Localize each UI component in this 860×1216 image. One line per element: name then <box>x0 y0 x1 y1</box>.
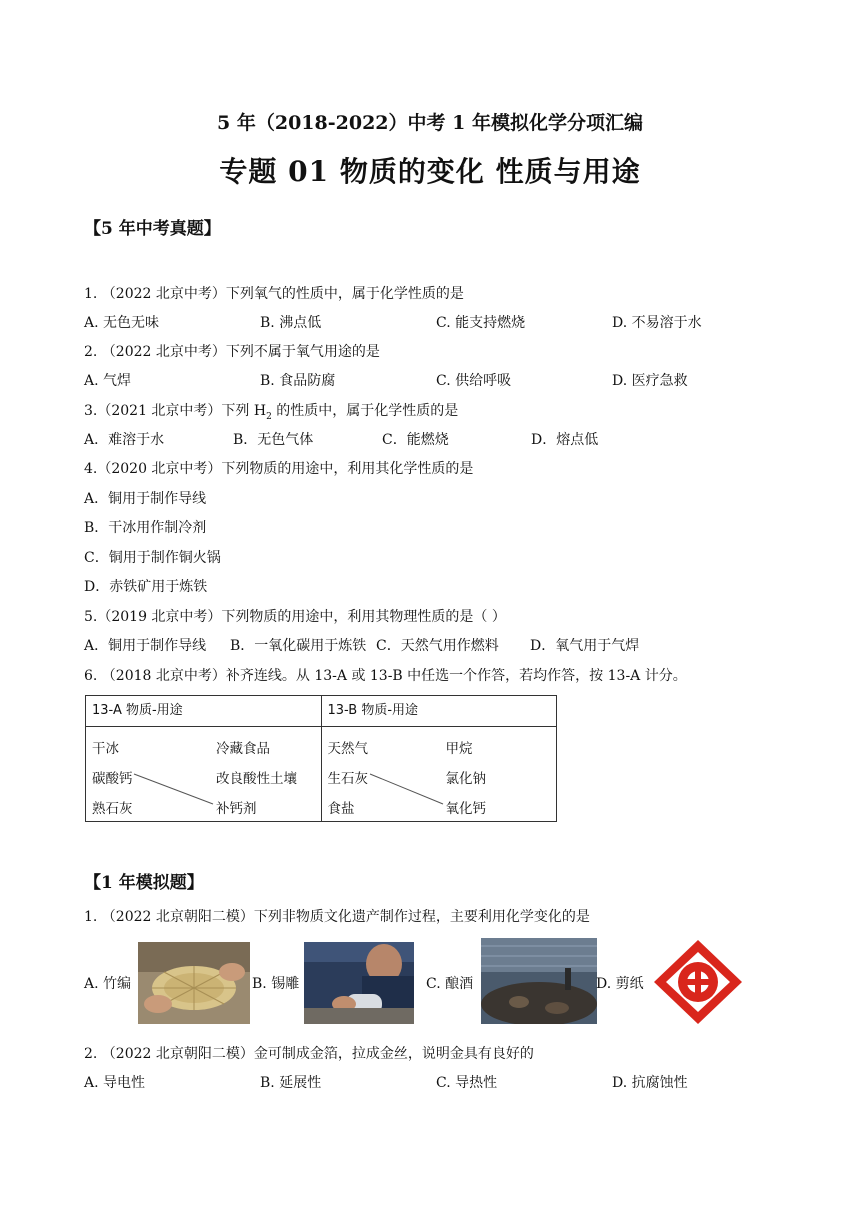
question-1-option-c: C. 能支持燃烧 <box>436 315 526 331</box>
mock-question-1-option-c: C. 酿酒 <box>426 976 474 992</box>
question-2-option-d: D. 医疗急救 <box>612 373 688 389</box>
table-b-left-item: 天然气 <box>327 741 368 757</box>
mock-question-1-option-a: A. 竹编 <box>84 976 132 992</box>
table-b-left-item: 生石灰 <box>327 771 368 787</box>
table-b-body <box>322 727 557 821</box>
question-4-option-a: A．铜用于制作导线 <box>84 491 207 507</box>
table-a-left-item: 碳酸钙 <box>92 771 133 787</box>
paper-cutting-photo <box>652 938 744 1026</box>
question-2-option-a: A. 气焊 <box>84 373 132 389</box>
mock-question-1-stem: 1. （2022 北京朝阳二模）下列非物质文化遗产制作过程，主要利用化学变化的是 <box>84 909 590 925</box>
table-b-left-item: 食盐 <box>327 801 355 817</box>
mock-question-2-stem: 2. （2022 北京朝阳二模）金可制成金箔，拉成金丝，说明金具有良好的 <box>84 1046 534 1062</box>
table-a-right-item: 改良酸性土壤 <box>216 771 297 787</box>
table-header-b: 13-B 物质-用途 <box>327 703 419 718</box>
table-a-right-item: 冷藏食品 <box>216 741 270 757</box>
question-6-stem: 6. （2018 北京中考）补齐连线。从 13-A 或 13-B 中任选一个作答，若均作答，按 13-A 计分。 <box>84 668 687 684</box>
collection-title: 5 年（2018-2022）中考 1 年模拟化学分项汇编 <box>217 112 643 134</box>
table-b-right-item: 氧化钙 <box>445 801 486 817</box>
wine-brewing-photo <box>481 938 597 1024</box>
question-3-option-c: C．能燃烧 <box>382 432 449 448</box>
question-3-option-d: D．熔点低 <box>531 432 599 448</box>
question-4-option-d: D．赤铁矿用于炼铁 <box>84 579 208 595</box>
mock-question-1-option-d: D. 剪纸 <box>596 976 644 992</box>
question-5-option-a: A．铜用于制作导线 <box>84 638 207 654</box>
question-4-stem: 4.（2020 北京中考）下列物质的用途中，利用其化学性质的是 <box>84 461 474 477</box>
question-5-option-d: D．氧气用于气焊 <box>530 638 640 654</box>
table-header-a: 13-A 物质-用途 <box>92 703 183 718</box>
question-5-option-b: B．一氧化碳用于炼铁 <box>230 638 367 654</box>
mock-question-2-option-d: D. 抗腐蚀性 <box>612 1075 688 1091</box>
table-a-right-item: 补钙剂 <box>216 801 257 817</box>
question-5-option-c: C．天然气用作燃料 <box>376 638 499 654</box>
table-b-right-item: 氯化钠 <box>445 771 486 787</box>
mock-question-2-option-a: A. 导电性 <box>84 1075 146 1091</box>
question-3-option-b: B．无色气体 <box>233 432 314 448</box>
tin-carving-photo <box>304 942 414 1024</box>
question-5-stem: 5.（2019 北京中考）下列物质的用途中，利用其物理性质的是（ ） <box>84 609 506 625</box>
section-heading-real-exams: 【5 年中考真题】 <box>84 219 221 239</box>
mock-question-2-option-c: C. 导热性 <box>436 1075 498 1091</box>
question-1-option-b: B. 沸点低 <box>260 315 322 331</box>
table-a-body <box>86 727 321 821</box>
table-a-left-item: 熟石灰 <box>92 801 133 817</box>
mock-question-1-option-b: B. 锡雕 <box>252 976 300 992</box>
question-1-option-a: A. 无色无味 <box>84 315 160 331</box>
question-4-option-b: B．干冰用作制冷剂 <box>84 520 207 536</box>
question-2-option-b: B. 食品防腐 <box>260 373 336 389</box>
question-3-stem: 3.（2021 北京中考）下列 $H_2$ 的性质中，属于化学性质的是 <box>84 403 459 422</box>
bamboo-weaving-photo <box>138 942 250 1024</box>
question-1-option-d: D. 不易溶于水 <box>612 315 702 331</box>
question-2-option-c: C. 供给呼吸 <box>436 373 512 389</box>
topic-title: 专题 01 物质的变化 性质与用途 <box>219 155 641 188</box>
mock-question-2-option-b: B. 延展性 <box>260 1075 322 1091</box>
question-4-option-c: C．铜用于制作铜火锅 <box>84 550 221 566</box>
table-a-left-item: 干冰 <box>92 741 119 757</box>
question-3-option-a: A．难溶于水 <box>84 432 165 448</box>
table-b-right-item: 甲烷 <box>445 741 473 757</box>
question-1-stem: 1. （2022 北京中考）下列氧气的性质中，属于化学性质的是 <box>84 286 464 302</box>
question-2-stem: 2. （2022 北京中考）下列不属于氧气用途的是 <box>84 344 380 360</box>
matching-table <box>85 695 557 822</box>
section-heading-mock-exams: 【1 年模拟题】 <box>84 873 204 893</box>
